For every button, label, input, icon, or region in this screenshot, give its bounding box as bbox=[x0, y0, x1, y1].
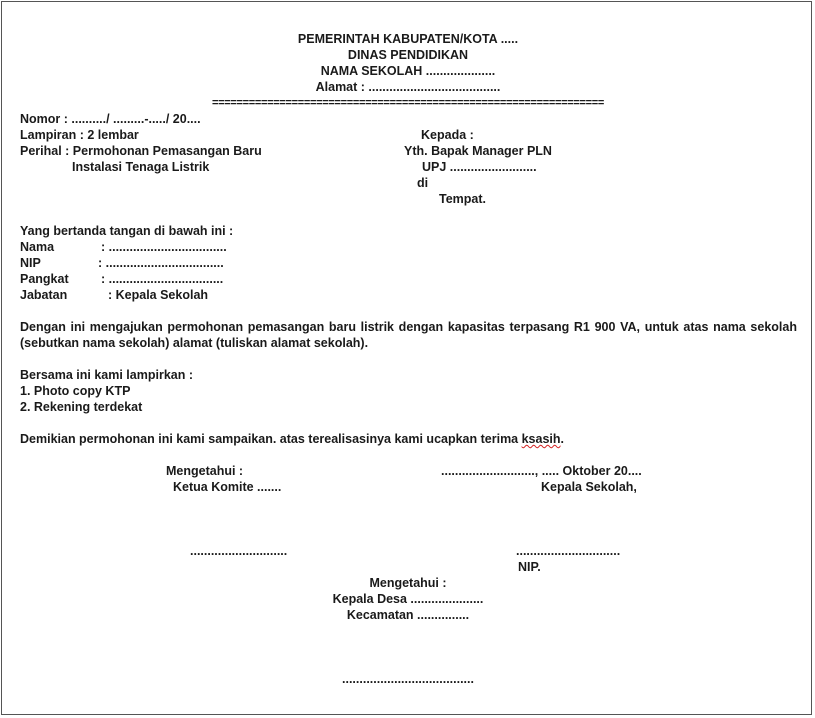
sig-left-dots: ............................ bbox=[190, 544, 288, 558]
sig-right-nip: NIP. bbox=[518, 560, 541, 574]
signer-intro: Yang bertanda tangan di bawah ini : bbox=[20, 224, 234, 238]
recipient-di: di bbox=[417, 176, 429, 190]
letter-number: Nomor : ........../ .........-...../ 20.... bbox=[20, 112, 201, 126]
field-label-nama: Nama bbox=[20, 240, 55, 254]
sig-right-dots: .............................. bbox=[516, 544, 621, 558]
letter-subject-cont: Instalasi Tenaga Listrik bbox=[72, 160, 210, 174]
sig-center-role: Kepala Desa ..................... bbox=[332, 592, 484, 606]
field-value-pangkat: : ................................. bbox=[101, 272, 224, 286]
request-paragraph: Dengan ini mengajukan permohonan pemasangan baru listrik dengan kapasitas terpasang R1 900 VA, untuk atas nama sekolah (sebutkan nama sekolah) alamat (tuliskan alamat sekolah). bbox=[20, 320, 797, 350]
closing-period: . bbox=[560, 432, 565, 446]
kop-department: DINAS PENDIDIKAN bbox=[347, 48, 469, 62]
recipient-unit: UPJ ......................... bbox=[422, 160, 537, 174]
sig-right-date: ..........................., ..... Oktober 20.... bbox=[441, 464, 642, 478]
attachment-item-1: 1. Photo copy KTP bbox=[20, 384, 131, 398]
letter-attachment-count: Lampiran : 2 lembar bbox=[20, 128, 139, 142]
closing-sentence bbox=[20, 431, 564, 447]
sig-center-kecamatan: Kecamatan ............... bbox=[346, 608, 470, 622]
field-value-jabatan: : Kepala Sekolah bbox=[108, 288, 209, 302]
field-value-nama: : .................................. bbox=[101, 240, 227, 254]
kop-school-name: NAMA SEKOLAH .................... bbox=[320, 64, 496, 78]
closing-text: Demikian permohonan ini kami sampaikan. atas terealisasinya kami ucapkan terima bbox=[20, 432, 522, 446]
field-label-pangkat: Pangkat bbox=[20, 272, 69, 286]
kop-government: PEMERINTAH KABUPATEN/KOTA ..... bbox=[297, 32, 519, 46]
recipient-place: Tempat. bbox=[439, 192, 486, 206]
misspelled-word: ksasih bbox=[521, 432, 561, 446]
sig-right-role: Kepala Sekolah, bbox=[541, 480, 637, 494]
attachments-intro: Bersama ini kami lampirkan : bbox=[20, 368, 193, 382]
recipient-name: Yth. Bapak Manager PLN bbox=[404, 144, 552, 158]
recipient-label: Kepada : bbox=[421, 128, 474, 142]
attachment-item-2: 2. Rekening terdekat bbox=[20, 400, 143, 414]
sig-center-dots: ...................................... bbox=[342, 672, 474, 686]
sig-left-title: Mengetahui : bbox=[166, 464, 244, 478]
field-value-nip: : .................................. bbox=[98, 256, 224, 270]
kop-address: Alamat : ...................................... bbox=[315, 80, 501, 94]
kop-separator: ================================================================ bbox=[212, 97, 604, 109]
field-label-jabatan: Jabatan bbox=[20, 288, 68, 302]
letter-subject: Perihal : Permohonan Pemasangan Baru bbox=[20, 144, 262, 158]
sig-center-title: Mengetahui : bbox=[369, 576, 447, 590]
sig-left-role: Ketua Komite ....... bbox=[173, 480, 282, 494]
field-label-nip: NIP bbox=[20, 256, 41, 270]
